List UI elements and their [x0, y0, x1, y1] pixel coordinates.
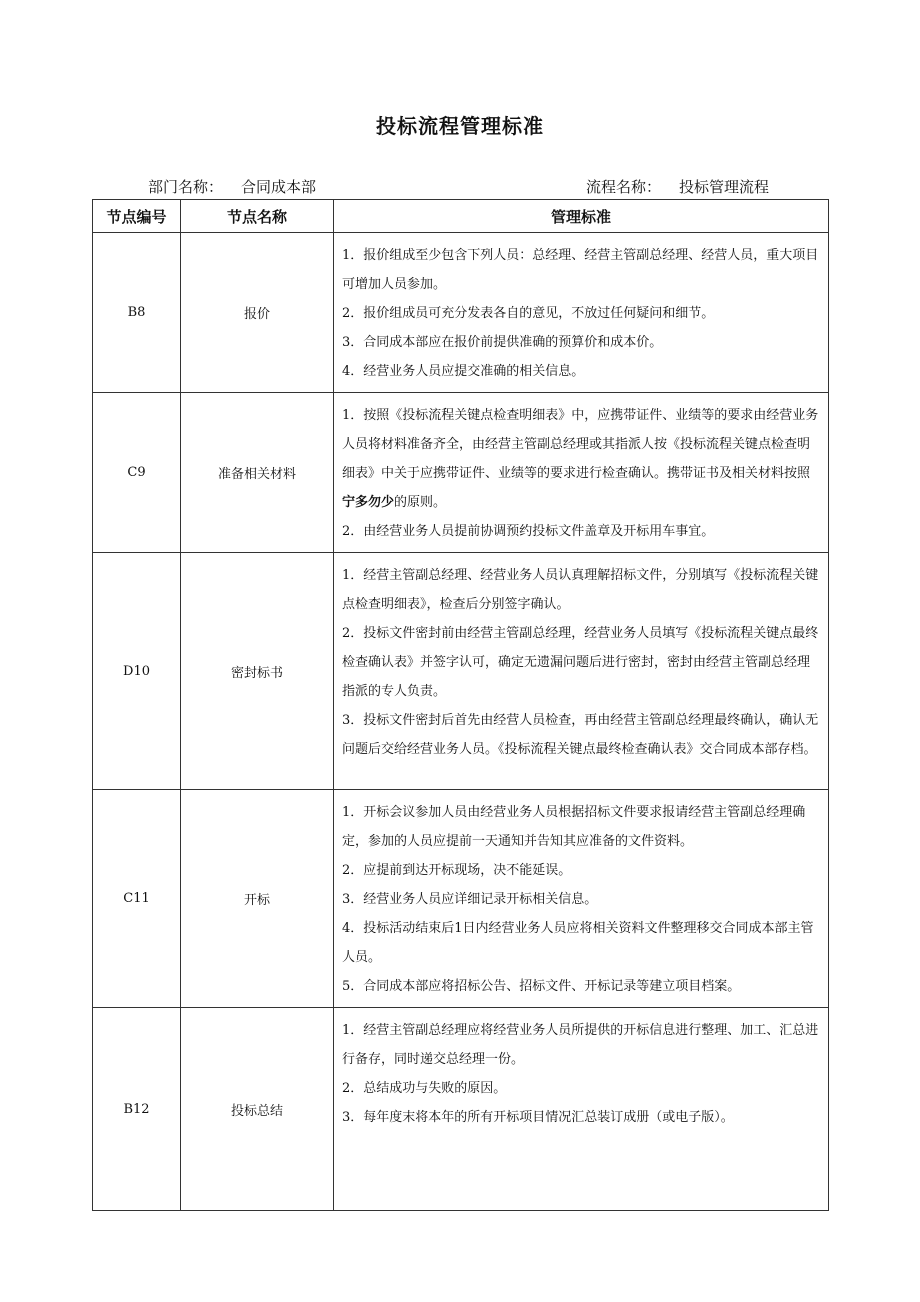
node-name: 投标总结 [181, 1008, 334, 1211]
standard-item: 4．投标活动结束后1日内经营业务人员应将相关资料文件整理移交合同成本部主管人员。 [342, 921, 814, 965]
node-name: 密封标书 [181, 553, 334, 790]
meta-row [148, 176, 828, 198]
table-row [93, 790, 829, 1008]
node-name: 开标 [181, 790, 334, 1008]
standard-item: 1．报价组成至少包含下列人员：总经理、经营主管副总经理、经营人员，重大项目可增加人员参加。 [342, 248, 819, 292]
table-header-row [93, 200, 829, 233]
standard-item: 3．投标文件密封后首先由经营人员检查，再由经营主管副总经理最终确认，确认无问题后交给经营业务人员。《投标流程关键点最终检查确认表》交合同成本部存档。 [342, 713, 819, 757]
standard-item: 1．开标会议参加人员由经营业务人员根据招标文件要求报请经营主管副总经理确定，参加的人员应提前一天通知并告知其应准备的文件资料。 [342, 805, 806, 849]
table-row [93, 1008, 829, 1211]
standard-item: 2．报价组成员可充分发表各自的意见，不放过任何疑问和细节。 [342, 306, 715, 321]
standard-item-tail: 的原则。 [394, 495, 447, 510]
standard-item: 2．由经营业务人员提前协调预约投标文件盖章及开标用车事宜。 [342, 524, 715, 539]
standard-item: 3．每年度末将本年的所有开标项目情况汇总装订成册（或电子版）。 [342, 1110, 734, 1125]
node-code: B12 [93, 1008, 181, 1211]
standard-item [342, 401, 822, 517]
table-row [93, 393, 829, 553]
standard-item: 2．总结成功与失败的原因。 [342, 1081, 507, 1096]
standard-item: 1．经营主管副总经理应将经营业务人员所提供的开标信息进行整理、加工、汇总进行备存，同时递交总经理一份。 [342, 1023, 819, 1067]
standards-table [92, 199, 829, 1211]
standard-item: 3．经营业务人员应详细记录开标相关信息。 [342, 892, 598, 907]
header-node-name: 节点名称 [181, 200, 334, 233]
process-label: 流程名称： [586, 178, 662, 196]
node-name: 报价 [181, 233, 334, 393]
department-info [148, 176, 316, 197]
standard-cell [334, 393, 829, 553]
process-info [586, 176, 769, 197]
node-name: 准备相关材料 [181, 393, 334, 553]
standard-item: 5．合同成本部应将招标公告、招标文件、开标记录等建立项目档案。 [342, 979, 741, 994]
standard-item: 1．经营主管副总经理、经营业务人员认真理解招标文件，分别填写《投标流程关键点检查明细表》，检查后分别签字确认。 [342, 568, 819, 612]
node-code: D10 [93, 553, 181, 790]
table-row [93, 553, 829, 790]
standard-item-text: 1．按照《投标流程关键点检查明细表》中，应携带证件、业绩等的要求由经营业务人员将材料准备齐全，由经营主管副总经理或其指派人按《投标流程关键点检查明细表》中关于应携带证件、业绩等的要求进行检查确认。携带证书及相关材料按照 [342, 408, 819, 481]
standard-cell [334, 233, 829, 393]
node-code: C9 [93, 393, 181, 553]
header-node-code: 节点编号 [93, 200, 181, 233]
table-row [93, 233, 829, 393]
department-label: 部门名称： [148, 178, 224, 196]
page-title: 投标流程管理标准 [376, 114, 544, 138]
node-code: C11 [93, 790, 181, 1008]
process-value: 投标管理流程 [679, 178, 770, 196]
standard-cell [334, 790, 829, 1008]
standard-item: 2．应提前到达开标现场，决不能延误。 [342, 863, 572, 878]
standard-cell [334, 553, 829, 790]
node-code: B8 [93, 233, 181, 393]
emphasis-text: 宁多勿少 [342, 495, 395, 510]
standard-cell [334, 1008, 829, 1211]
header-standard: 管理标准 [334, 200, 829, 233]
standard-item: 3．合同成本部应在报价前提供准确的预算价和成本价。 [342, 335, 663, 350]
standard-item: 4．经营业务人员应提交准确的相关信息。 [342, 364, 585, 379]
standard-item: 2．投标文件密封前由经营主管副总经理，经营业务人员填写《投标流程关键点最终检查确认表》并签字认可，确定无遗漏问题后进行密封，密封由经营主管副总经理指派的专人负责。 [342, 626, 819, 699]
department-value: 合同成本部 [241, 178, 317, 196]
